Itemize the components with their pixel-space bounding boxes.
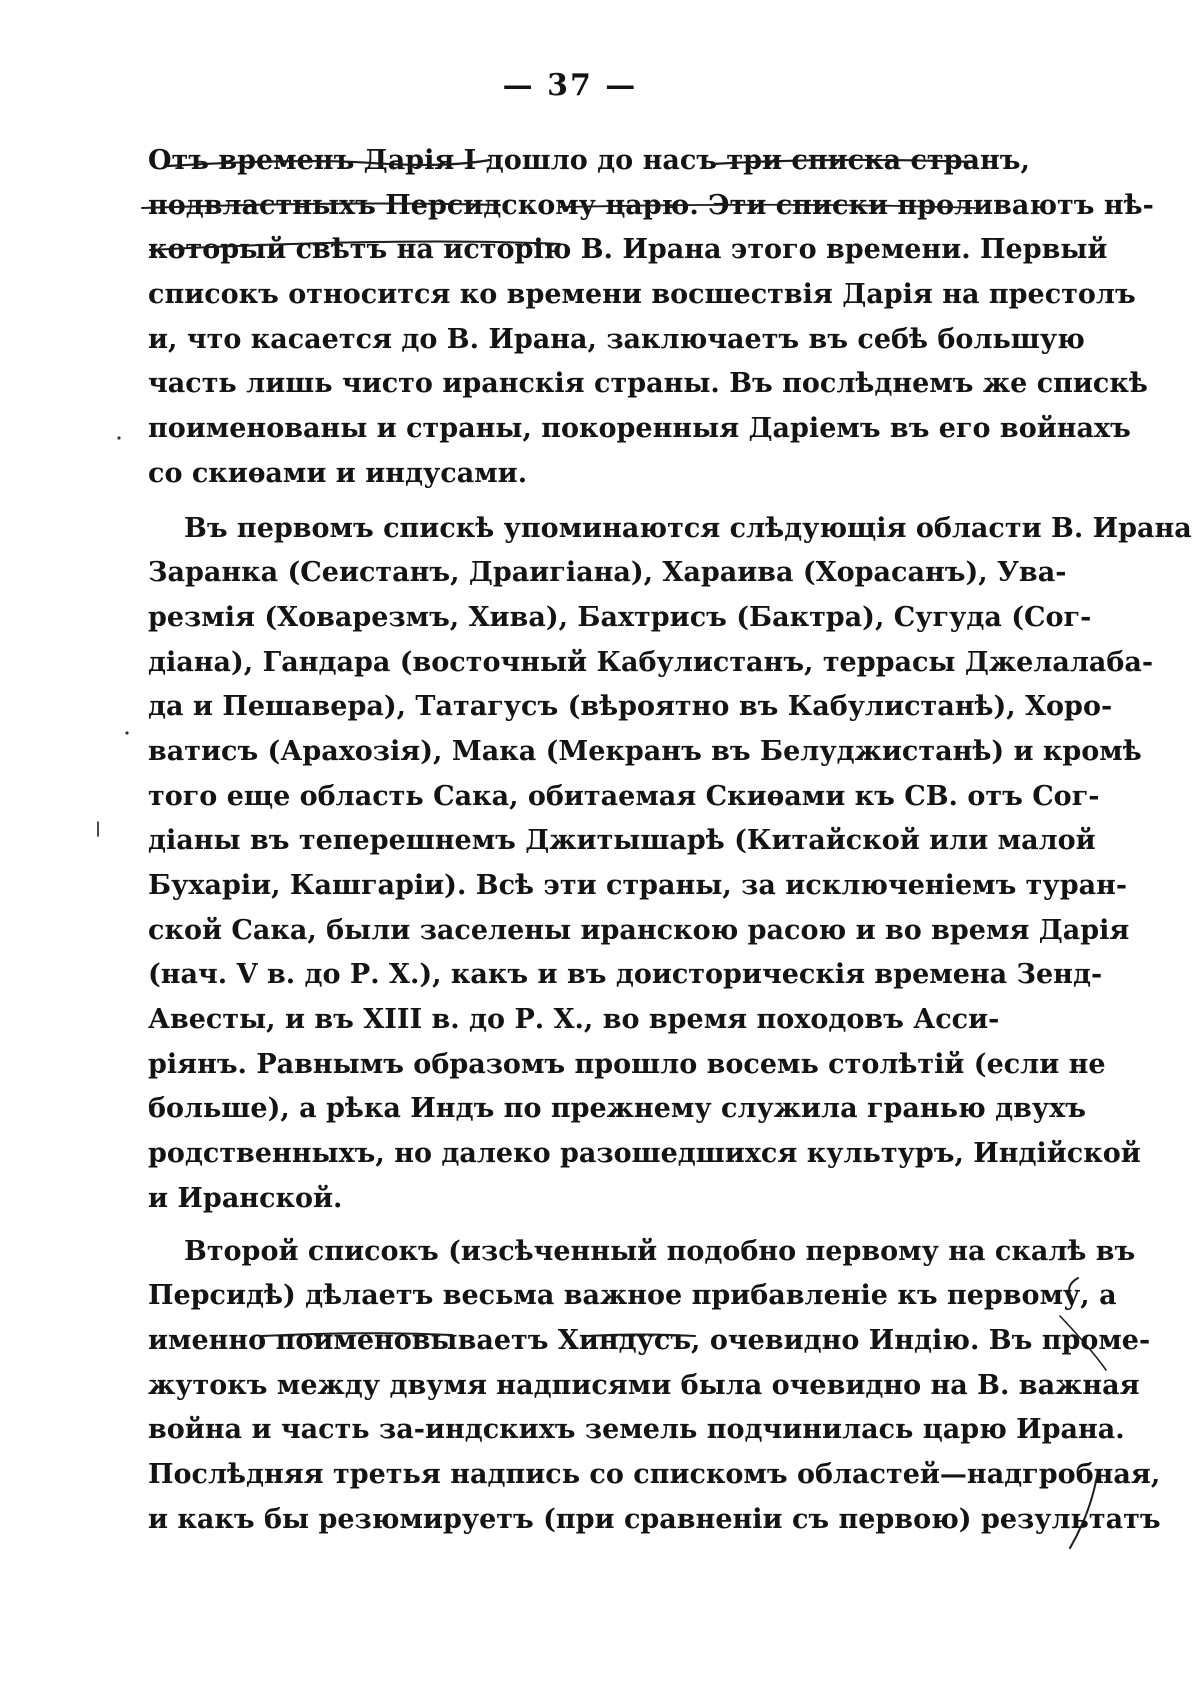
paragraph-2 [148,507,1192,1222]
text-line: Послѣдняя третья надпись со спискомъ областей—надгробная, [148,1458,1161,1490]
paragraph-3 [148,1230,1161,1543]
text-line: война и часть за-индскихъ земель подчинилась царю Ирана. [148,1414,1125,1446]
paragraph-1 [148,139,1154,497]
text-line: подвластныхъ Персидскому царю. Эти списки проливаютъ нѣ- [148,189,1154,221]
text-line: и какъ бы резюмируетъ (при сравненіи съ первою) результатъ [148,1503,1161,1535]
text-line: Бухаріи, Кашгаріи). Всѣ эти страны, за исключеніемъ туран- [148,870,1128,901]
margin-dot-mark [117,436,120,439]
text-line: поименованы и страны, покоренныя Даріемъ въ его войнахъ [148,413,1131,445]
text-line: ватисъ (Арахозія), Мака (Мекранъ въ Белуджистанѣ) и кромѣ [148,735,1142,767]
text-line: да и Пешавера), Татагусъ (вѣроятно въ Кабулистанѣ), Хоро- [148,691,1113,723]
text-line: Въ первомъ спискѣ упоминаются слѣдующія области В. Ирана [184,512,1192,544]
text-line: родственныхъ, но далеко разошедшихся культуръ, Индійской [148,1138,1141,1170]
text-line: жутокъ между двумя надписями была очевидно на В. важная [148,1369,1140,1401]
text-line: (нач. V в. до Р. Х.), какъ и въ доисторическія времена Зенд- [148,959,1103,991]
text-line: со скиѳами и индусами. [148,457,528,489]
margin-dot-mark [125,731,128,734]
text-line: того еще область Сака, обитаемая Скиѳами къ СВ. отъ Сог- [148,780,1100,812]
text-line: часть лишь чисто иранскія страны. Въ послѣднемъ же спискѣ [148,368,1148,400]
text-line: Второй списокъ (изсѣченный подобно первому на скалѣ въ [184,1235,1136,1267]
text-line: Авесты, и въ XIII в. до Р. Х., во время походовъ Асси- [148,1004,1000,1036]
text-line: который свѣтъ на исторію В. Ирана этого времени. Первый [148,234,1108,266]
text-line: именно поименовываетъ Хиндусъ, очевидно Индію. Въ проме- [148,1324,1151,1356]
text-line: резмія (Ховарезмъ, Хива), Бахтрисъ (Бактра), Сугуда (Сог- [148,601,1092,633]
text-line: больше), а рѣка Индъ по прежнему служила гранью двухъ [148,1093,1086,1125]
text-line: списокъ относится ко времени восшествія Дарія на престолъ [148,279,1136,311]
text-line: и, что касается до В. Ирана, заключаетъ въ себѣ большую [148,323,1085,355]
text-line: и Иранской. [148,1182,343,1214]
text-line: Персидѣ) дѣлаетъ весьма важное прибавленіе къ первому, а [148,1280,1117,1312]
text-block [148,139,1192,1542]
text-line: ріянъ. Равнымъ образомъ прошло восемь столѣтій (если не [148,1048,1106,1080]
page-number: — 37 — [502,68,638,103]
text-line: Заранка (Сеистанъ, Драигіана), Хараива (Хорасанъ), Ува- [148,557,1067,589]
text-line: діаны въ теперешнемъ Джитышарѣ (Китайской или малой [148,825,1096,857]
text-line: діана), Гандара (восточный Кабулистанъ, террасы Джелалаба- [148,646,1154,678]
text-line: Отъ временъ Дарія I дошло до насъ три списка странъ, [148,145,1030,176]
text-line: ской Сака, были заселены иранскою расою и во время Дарія [148,914,1130,946]
